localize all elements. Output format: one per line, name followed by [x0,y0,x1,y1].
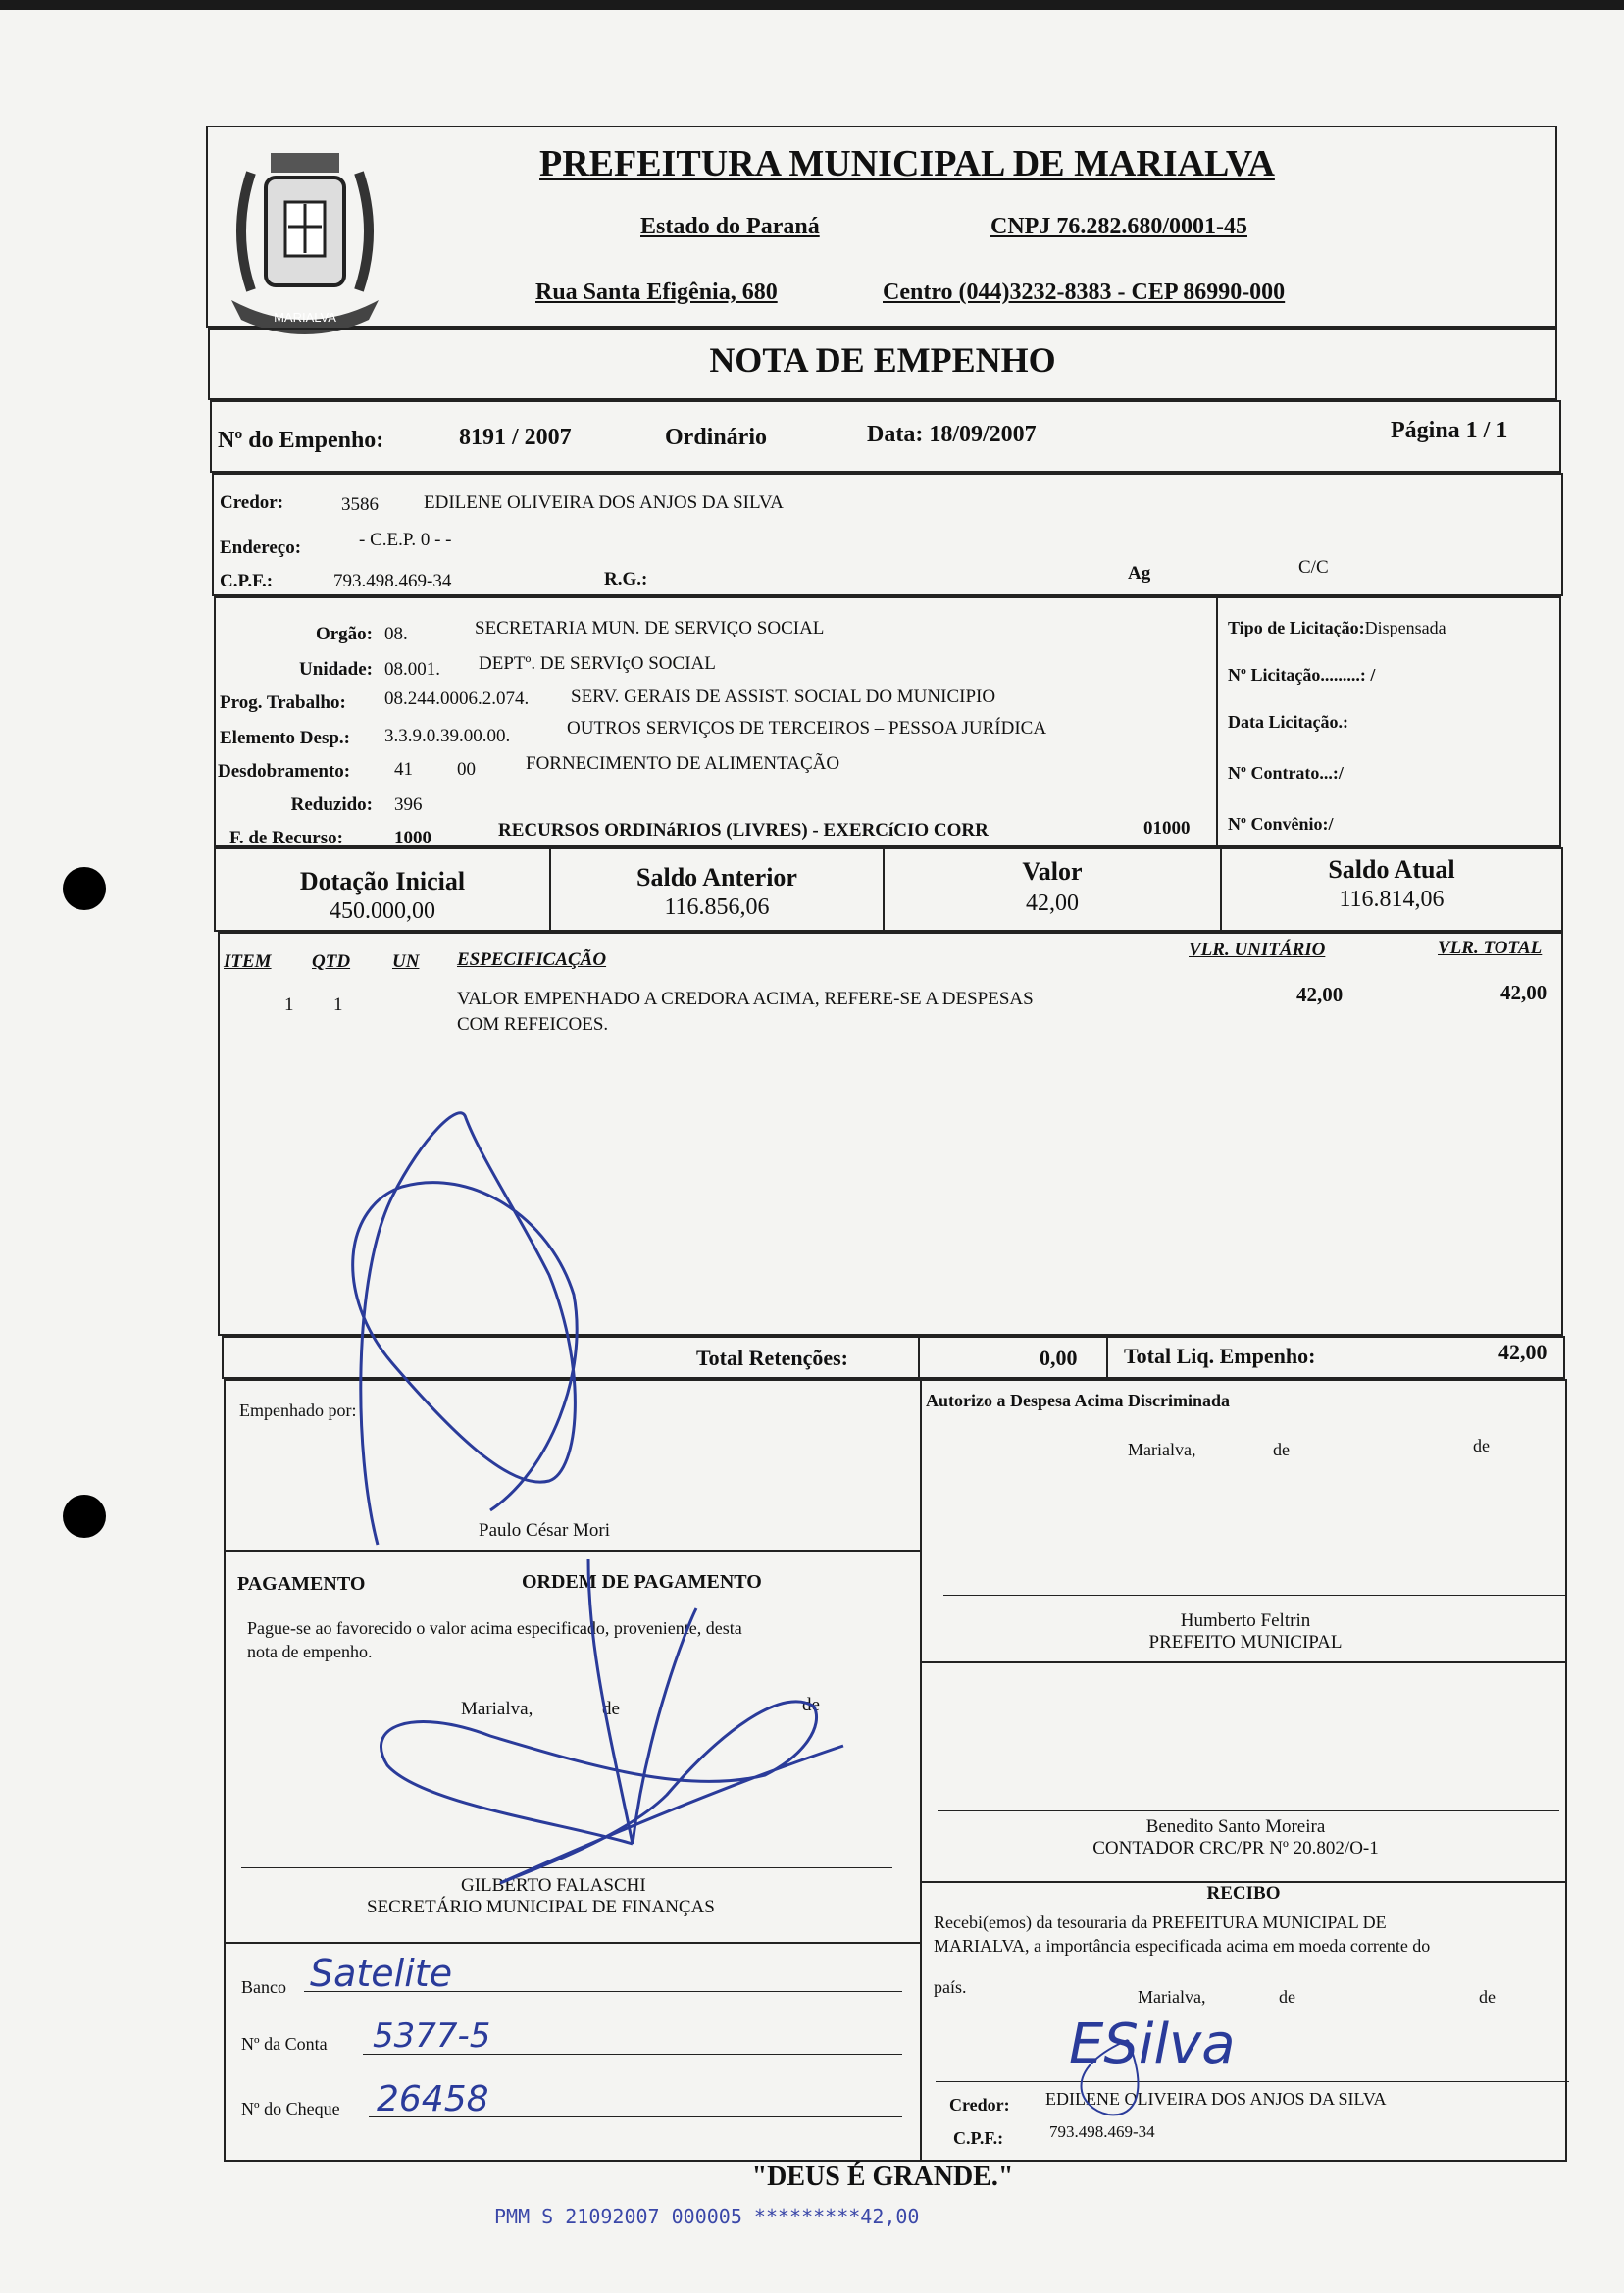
reduzido-code: 396 [394,794,423,815]
district-phone-cep: Centro (044)3232-8383 - CEP 86990-000 [883,280,1286,305]
cheque-handwritten: 26458 [377,2079,489,2119]
payment-stamp: PMM S 21092007 000005 *********42,00 [494,2205,920,2228]
row-vunit: 42,00 [1296,983,1344,1006]
document-title: NOTA DE EMPENHO [709,340,1056,380]
recibo-text-2: MARIALVA, a importância especificada acima em moeda corrente do [934,1936,1431,1956]
pagamento-city: Marialva, [461,1699,533,1719]
dotacao-value: 450.000,00 [330,898,435,924]
elem-desc: OUTROS SERVIÇOS DE TERCEIROS – PESSOA JURÍDICA [567,718,1047,739]
recibo-label: RECIBO [1206,1883,1281,1904]
recibo-credor-name: EDILENE OLIVEIRA DOS ANJOS DA SILVA [1045,2089,1387,2109]
empenho-number: 8191 / 2007 [459,425,572,450]
contador-title: CONTADOR CRC/PR Nº 20.802/O-1 [1092,1838,1379,1859]
cheque-label: Nº do Cheque [241,2099,340,2118]
recurso-desc: RECURSOS ORDINáRIOS (LIVRES) - EXERCíCIO CORR [498,820,989,841]
dotacao-label: Dotação Inicial [299,867,466,895]
retencoes-value: 0,00 [1040,1346,1078,1370]
retencoes-label: Total Retenções: [696,1346,848,1370]
autorizo-label: Autorizo a Despesa Acima Discriminada [926,1391,1230,1410]
empenho-date: Data: 18/09/2007 [867,422,1037,447]
recibo-city: Marialva, [1138,1987,1206,2007]
row-qtd: 1 [333,994,343,1015]
recibo-text-1: Recebi(emos) da tesouraria da PREFEITURA MUNICIPAL DE [934,1912,1387,1932]
address: Rua Santa Efigênia, 680 [535,280,778,305]
cnpj: CNPJ 76.282.680/0001-45 [990,214,1247,239]
qtd-col-header: QTD [312,951,351,972]
recibo-cpf: 793.498.469-34 [1049,2122,1155,2141]
licitacao-date: Data Licitação.: [1228,712,1348,732]
unidade-desc: DEPTº. DE SERVIçO SOCIAL [479,653,716,674]
convenio-number: Nº Convênio:/ [1228,814,1334,834]
elem-code: 3.3.9.0.39.00.00. [384,726,511,746]
prog-label: Prog. Trabalho: [220,692,346,713]
secretario-name: GILBERTO FALASCHI [461,1875,646,1896]
prog-desc: SERV. GERAIS DE ASSIST. SOCIAL DO MUNICIPIO [571,687,996,707]
unidade-code: 08.001. [384,659,440,680]
item-col-header: ITEM [224,951,272,972]
row-vtotal: 42,00 [1500,981,1548,1004]
vtotal-col-header: VLR. TOTAL [1438,938,1543,958]
autorizo-city: Marialva, [1128,1440,1196,1459]
autorizo-de-2: de [1473,1436,1490,1455]
saldo-atual-label: Saldo Atual [1328,855,1455,884]
row-description-1: VALOR EMPENHADO A CREDORA ACIMA, REFERE-SE A DESPESAS [457,989,1034,1009]
municipality-title: PREFEITURA MUNICIPAL DE MARIALVA [539,143,1275,184]
state-name: Estado do Paraná [640,214,820,239]
page-number: Página 1 / 1 [1391,418,1508,443]
elem-label: Elemento Desp.: [220,728,350,748]
desd-code: 41 [394,759,413,780]
recurso-label: F. de Recurso: [229,828,343,848]
prog-code: 08.244.0006.2.074. [384,688,530,709]
licitacao-type: Dispensada [1364,618,1446,637]
banco-label: Banco [241,1977,286,1997]
row-item: 1 [284,994,294,1015]
prefeito-title: PREFEITO MUNICIPAL [1148,1632,1343,1653]
orgao-code: 08. [384,624,408,644]
conta-handwritten: 5377-5 [373,2016,491,2056]
reduzido-label: Reduzido: [290,794,373,815]
recibo-de-2: de [1479,1987,1496,2007]
autorizo-de-1: de [1273,1440,1290,1459]
empenhado-name: Paulo César Mori [479,1520,611,1541]
valor-label: Valor [1022,857,1083,886]
pagamento-de-2: de [802,1695,820,1715]
row-description-2: COM REFEICOES. [457,1014,609,1035]
credor-signature: ESilva [1069,2013,1236,2076]
secretario-title: SECRETÁRIO MUNICIPAL DE FINANÇAS [367,1897,715,1917]
recurso-code: 1000 [394,828,431,848]
address-label: Endereço: [220,537,302,558]
contador-name: Benedito Santo Moreira [1145,1816,1326,1837]
rg-label: R.G.: [604,569,648,589]
pagamento-text-2: nota de empenho. [247,1642,373,1661]
pagamento-label: PAGAMENTO [237,1573,366,1595]
conta-label: Nº da Conta [241,2034,328,2054]
pagamento-text-1: Pague-se ao favorecido o valor acima especificado, proveniente, desta [247,1618,742,1638]
recibo-text-3: país. [934,1977,967,1997]
prefeito-name: Humberto Feltrin [1180,1610,1311,1631]
ordem-pagamento-label: ORDEM DE PAGAMENTO [522,1571,762,1593]
credor-address: - C.E.P. 0 - - [359,530,452,550]
desd-desc: FORNECIMENTO DE ALIMENTAÇÃO [526,753,840,774]
saldo-anterior-label: Saldo Anterior [636,863,797,892]
empenho-type: Ordinário [665,425,768,450]
desd-label: Desdobramento: [218,761,351,782]
recibo-cpf-label: C.P.F.: [953,2128,1004,2148]
orgao-label: Orgão: [315,624,373,644]
liq-empenho-label: Total Liq. Empenho: [1124,1344,1316,1368]
un-col-header: UN [392,951,420,972]
saldo-anterior-value: 116.856,06 [664,894,770,920]
pagamento-de-1: de [602,1699,620,1719]
saldo-atual-value: 116.814,06 [1339,887,1445,912]
desd-sub: 00 [457,759,476,780]
liq-empenho-value: 42,00 [1498,1340,1548,1364]
credor-label: Credor: [220,492,284,513]
seal-text: MARIALVA [274,310,336,325]
cpf-label: C.P.F.: [220,571,274,591]
vunit-col-header: VLR. UNITÁRIO [1189,940,1326,960]
empenho-number-label: Nº do Empenho: [218,428,384,453]
recibo-de-1: de [1279,1987,1295,2007]
recurso-num: 01000 [1143,818,1191,839]
motto: "DEUS É GRANDE." [751,2162,1014,2192]
esp-col-header: ESPECIFICAÇÃO [457,949,607,970]
licitacao-type-label: Tipo de Licitação: [1228,618,1365,637]
contrato-number: Nº Contrato...:/ [1228,763,1344,783]
empenhado-label: Empenhado por: [239,1401,357,1420]
credor-cpf: 793.498.469-34 [333,571,452,591]
orgao-desc: SECRETARIA MUN. DE SERVIÇO SOCIAL [475,618,825,638]
licitacao-number: Nº Licitação.........: / [1228,665,1376,685]
unidade-label: Unidade: [299,659,373,680]
credor-code: 3586 [341,494,379,515]
banco-handwritten: Satelite [310,1952,453,1995]
valor-value: 42,00 [1026,891,1079,916]
ag-label: Ag [1128,563,1151,584]
cc-label: C/C [1298,557,1329,578]
recibo-credor-label: Credor: [949,2095,1010,2115]
credor-name: EDILENE OLIVEIRA DOS ANJOS DA SILVA [424,492,784,513]
